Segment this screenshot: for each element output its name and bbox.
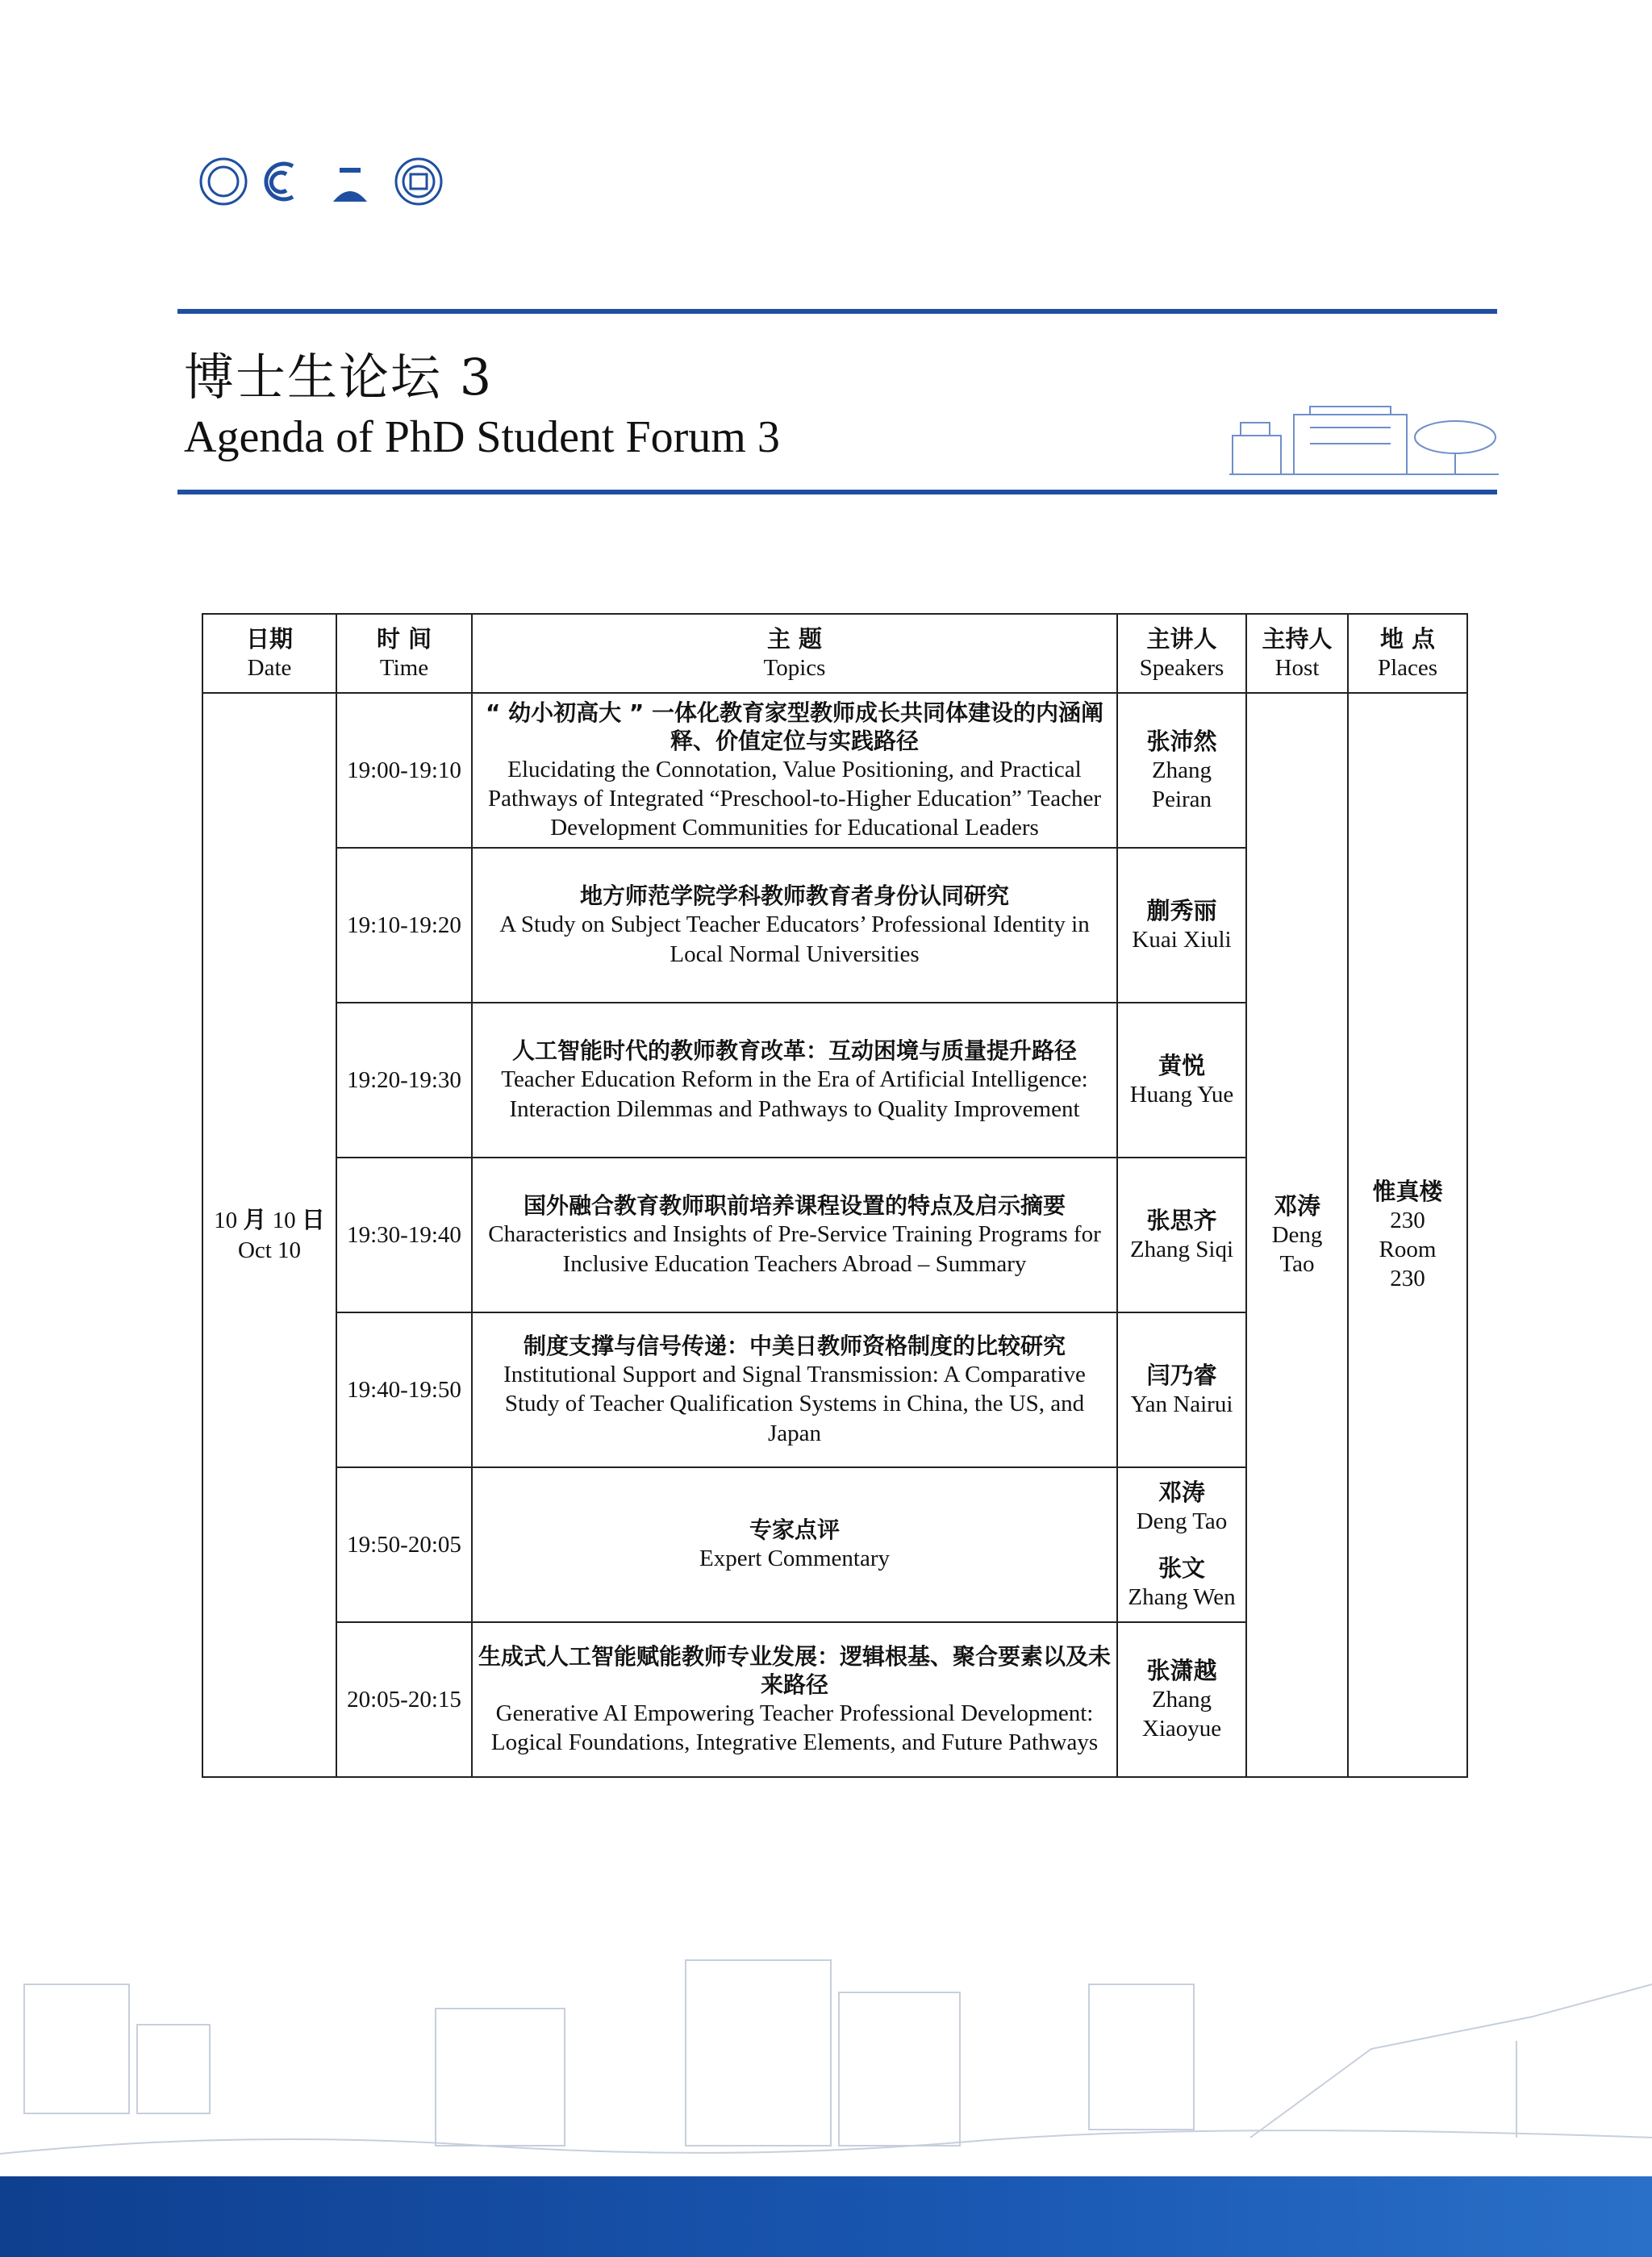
agenda-table bbox=[202, 613, 1468, 1778]
time-cell: 19:10-19:20 bbox=[336, 848, 472, 1003]
speaker-cell: 张思齐 Zhang Siqi bbox=[1117, 1158, 1246, 1312]
wave-logo-icon bbox=[266, 164, 293, 199]
topic-cell: 地方师范学院学科教师教育者身份认同研究 A Study on Subject Teacher Educators’ Professional Identity in Local Normal Universities bbox=[472, 848, 1117, 1003]
header-speakers: 主讲人 Speakers bbox=[1117, 614, 1246, 693]
host-cell: 邓涛 Deng Tao bbox=[1246, 693, 1348, 1777]
topic-cell: 专家点评 Expert Commentary bbox=[472, 1467, 1117, 1622]
speaker-cell: 张沛然 Zhang Peiran bbox=[1117, 693, 1246, 848]
partner-logos bbox=[196, 156, 446, 207]
page-title-zh: 博士生论坛 3 bbox=[184, 348, 494, 407]
university-seal-icon-2 bbox=[396, 159, 441, 204]
place-cell: 惟真楼 230 Room 230 bbox=[1348, 693, 1467, 1777]
school-emblem-icon bbox=[333, 168, 367, 202]
time-cell: 20:05-20:15 bbox=[336, 1622, 472, 1777]
speaker-cell: 黄悦 Huang Yue bbox=[1117, 1003, 1246, 1158]
top-rule bbox=[177, 309, 1497, 314]
topic-cell: 人工智能时代的教师教育改革：互动困境与质量提升路径 Teacher Education Reform in the Era of Artificial Intelligence: Interaction Dilemmas and Pathways to Quality Improvement bbox=[472, 1003, 1117, 1158]
time-cell: 19:50-20:05 bbox=[336, 1467, 472, 1622]
date-cell: 10 月 10 日 Oct 10 bbox=[202, 693, 336, 1777]
header-host: 主持人 Host bbox=[1246, 614, 1348, 693]
university-seal-icon-1 bbox=[201, 159, 246, 204]
campus-illustration-icon bbox=[1229, 403, 1499, 478]
header-places: 地 点 Places bbox=[1348, 614, 1467, 693]
speaker-cell: 邓涛 Deng Tao 张文 Zhang Wen bbox=[1117, 1467, 1246, 1622]
speaker-cell: 蒯秀丽 Kuai Xiuli bbox=[1117, 848, 1246, 1003]
topic-cell: 生成式人工智能赋能教师专业发展：逻辑根基、聚合要素以及未来路径 Generative AI Empowering Teacher Professional Development: Logical Foundations, Integrative Elements, and Future Pathways bbox=[472, 1622, 1117, 1777]
table-header-row bbox=[202, 614, 1467, 693]
speaker-cell: 张潇越 Zhang Xiaoyue bbox=[1117, 1622, 1246, 1777]
time-cell: 19:40-19:50 bbox=[336, 1312, 472, 1467]
topic-cell: 制度支撑与信号传递：中美日教师资格制度的比较研究 Institutional Support and Signal Transmission: A Comparative Study of Teacher Qualification Systems in China, the US, and Japan bbox=[472, 1312, 1117, 1467]
speaker-cell: 闫乃睿 Yan Nairui bbox=[1117, 1312, 1246, 1467]
time-cell: 19:20-19:30 bbox=[336, 1003, 472, 1158]
header-date: 日期 Date bbox=[202, 614, 336, 693]
time-cell: 19:30-19:40 bbox=[336, 1158, 472, 1312]
topic-cell: 国外融合教育教师职前培养课程设置的特点及启示摘要 Characteristics and Insights of Pre-Service Training Programs for Inclusive Education Teachers Abroad – Summary bbox=[472, 1158, 1117, 1312]
page-title-en: Agenda of PhD Student Forum 3 bbox=[184, 412, 780, 462]
campus-skyline-illustration bbox=[0, 1936, 1652, 2178]
table-row bbox=[202, 693, 1467, 848]
bottom-rule bbox=[177, 490, 1497, 494]
header-time: 时 间 Time bbox=[336, 614, 472, 693]
time-cell: 19:00-19:10 bbox=[336, 693, 472, 848]
topic-cell: “ 幼小初高大 ” 一体化教育家型教师成长共同体建设的内涵阐释、价值定位与实践路径 Elucidating the Connotation, Value Positioning, and Practical Pathways of Integrated “Preschool-to-Higher Education” Teacher Development Communities for Educational Leaders bbox=[472, 693, 1117, 848]
footer-bar bbox=[0, 2176, 1652, 2257]
header-topics: 主 题 Topics bbox=[472, 614, 1117, 693]
